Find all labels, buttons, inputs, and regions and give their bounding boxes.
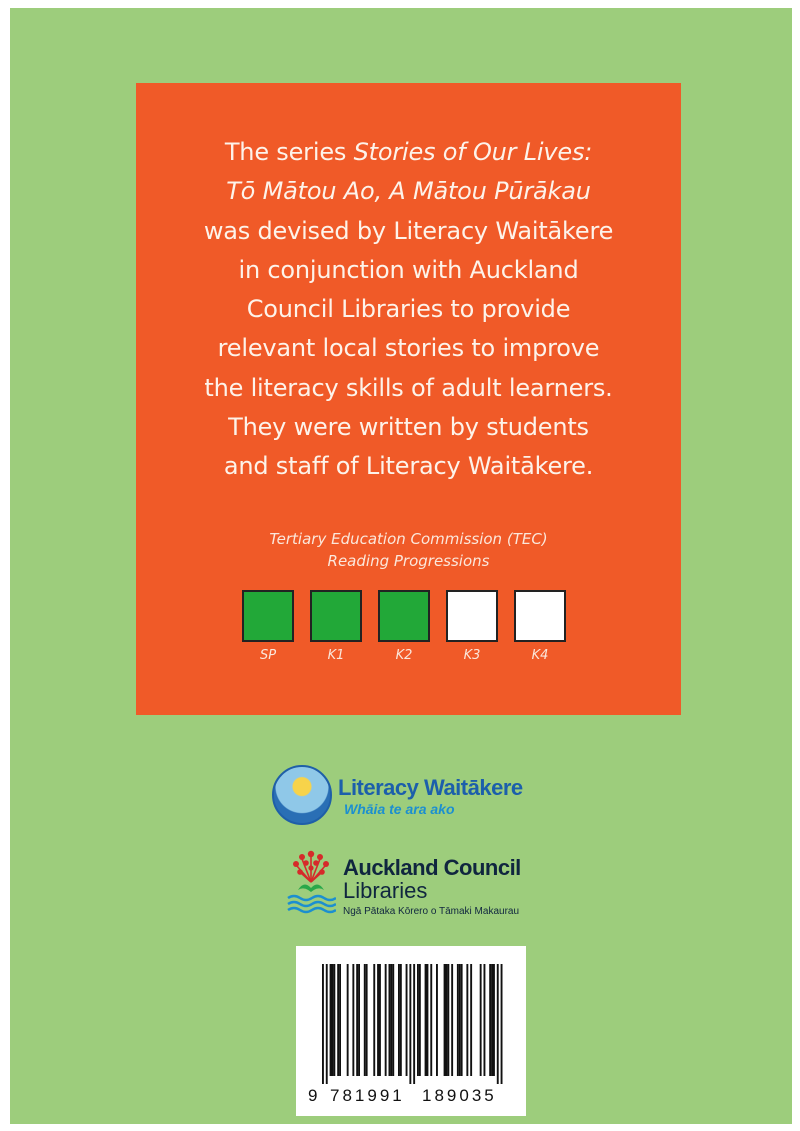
barcode-bar xyxy=(489,964,491,1076)
barcode-bar xyxy=(377,964,379,1076)
blurb-line-6: relevant local stories to improve xyxy=(217,334,600,363)
barcode-bar xyxy=(373,964,375,1076)
barcode-bar xyxy=(425,964,427,1076)
barcode-right-digits: 189035 xyxy=(422,1086,497,1105)
blurb-line-4: in conjunction with Auckland xyxy=(238,255,579,284)
barcode-bar xyxy=(436,964,438,1076)
barcode-bar xyxy=(390,964,392,1076)
level-box xyxy=(446,590,498,642)
barcode-bar xyxy=(358,964,360,1076)
barcode-bar xyxy=(480,964,482,1076)
barcode-bar xyxy=(352,964,354,1076)
barcode-bar xyxy=(400,964,402,1076)
level-sp xyxy=(240,590,296,663)
barcode-bar xyxy=(409,964,411,1084)
book-back-cover xyxy=(10,8,792,1124)
barcode-bar xyxy=(459,964,461,1076)
level-k4 xyxy=(512,590,568,663)
barcode-bar xyxy=(444,964,446,1076)
literacy-waitakere-logo xyxy=(272,765,552,827)
level-k3 xyxy=(444,590,500,663)
barcode-bar xyxy=(413,964,415,1084)
tec-line-2: Reading Progressions xyxy=(327,552,490,570)
series-description xyxy=(136,133,681,487)
reading-progression-levels xyxy=(240,590,585,670)
barcode-bar xyxy=(457,964,459,1076)
barcode-bar xyxy=(501,964,503,1084)
barcode-bar xyxy=(417,964,419,1076)
level-k2 xyxy=(376,590,432,663)
blurb-line-9: and staff of Literacy Waitākere. xyxy=(223,452,594,481)
blurb-line-5: Council Libraries to provide xyxy=(246,295,571,324)
barcode-bar xyxy=(451,964,453,1076)
barcode-bar xyxy=(497,964,499,1084)
barcode-bar xyxy=(364,964,366,1076)
barcode-bar xyxy=(466,964,468,1076)
level-k1 xyxy=(308,590,364,663)
barcode-prefix-digit: 9 xyxy=(308,1086,318,1105)
blurb-panel xyxy=(136,83,681,715)
level-label: K1 xyxy=(327,648,345,663)
barcode-bar xyxy=(484,964,486,1076)
barcode-bar xyxy=(347,964,349,1076)
auckland-council-title: Auckland Council xyxy=(343,855,521,880)
maori-libraries-name: Ngā Pātaka Kōrero o Tāmaki Makaurau xyxy=(343,906,520,917)
level-label: SP xyxy=(259,648,277,663)
barcode-bars xyxy=(308,964,514,1084)
barcode-bar xyxy=(385,964,387,1076)
series-title: Stories of Our Lives: xyxy=(353,138,593,166)
level-label: K2 xyxy=(395,648,413,663)
sun-wave-icon xyxy=(272,765,332,825)
barcode-bar xyxy=(356,964,358,1076)
barcode-bar xyxy=(446,964,448,1076)
level-label: K4 xyxy=(531,648,549,663)
barcode-bar xyxy=(461,964,463,1076)
barcode-bar xyxy=(470,964,472,1076)
blurb-line-3: was devised by Literacy Waitākere xyxy=(203,216,614,245)
literacy-waitakere-title: Literacy Waitākere xyxy=(338,775,523,800)
barcode-left-digits: 781991 xyxy=(330,1086,405,1105)
barcode-bar xyxy=(491,964,493,1076)
tec-heading xyxy=(136,528,681,572)
barcode-bar xyxy=(398,964,400,1076)
level-box xyxy=(514,590,566,642)
barcode-bar xyxy=(447,964,449,1076)
blurb-line-7: the literacy skills of adult learners. xyxy=(204,373,613,402)
level-box xyxy=(378,590,430,642)
barcode-bar xyxy=(326,964,328,1084)
barcode-bar xyxy=(339,964,341,1076)
barcode-bar xyxy=(427,964,429,1076)
blurb-line-1: The series xyxy=(224,138,354,166)
level-box xyxy=(310,590,362,642)
level-label: K3 xyxy=(463,648,481,663)
literacy-waitakere-tagline: Whāia te ara ako xyxy=(344,801,455,817)
barcode-bar xyxy=(419,964,421,1076)
isbn-barcode xyxy=(296,946,526,1116)
blurb-line-8: They were written by students xyxy=(228,413,589,442)
barcode-bar xyxy=(379,964,381,1076)
barcode-bar xyxy=(493,964,495,1076)
pohutukawa-flower-icon xyxy=(286,846,336,916)
barcode-bar xyxy=(430,964,432,1076)
barcode-bar xyxy=(330,964,332,1076)
barcode-bar xyxy=(332,964,334,1076)
series-title-maori: Tō Mātou Ao, A Mātou Pūrākau xyxy=(226,177,591,206)
barcode-bar xyxy=(406,964,408,1076)
auckland-council-libraries-logo xyxy=(286,846,566,926)
barcode-bar xyxy=(333,964,335,1076)
tec-line-1: Tertiary Education Commission (TEC) xyxy=(269,530,548,548)
barcode-bar xyxy=(322,964,324,1084)
barcode-bar xyxy=(366,964,368,1076)
barcode-bar xyxy=(337,964,339,1076)
barcode-bar xyxy=(389,964,391,1076)
libraries-title: Libraries xyxy=(343,878,428,903)
level-box xyxy=(242,590,294,642)
barcode-bar xyxy=(392,964,394,1076)
